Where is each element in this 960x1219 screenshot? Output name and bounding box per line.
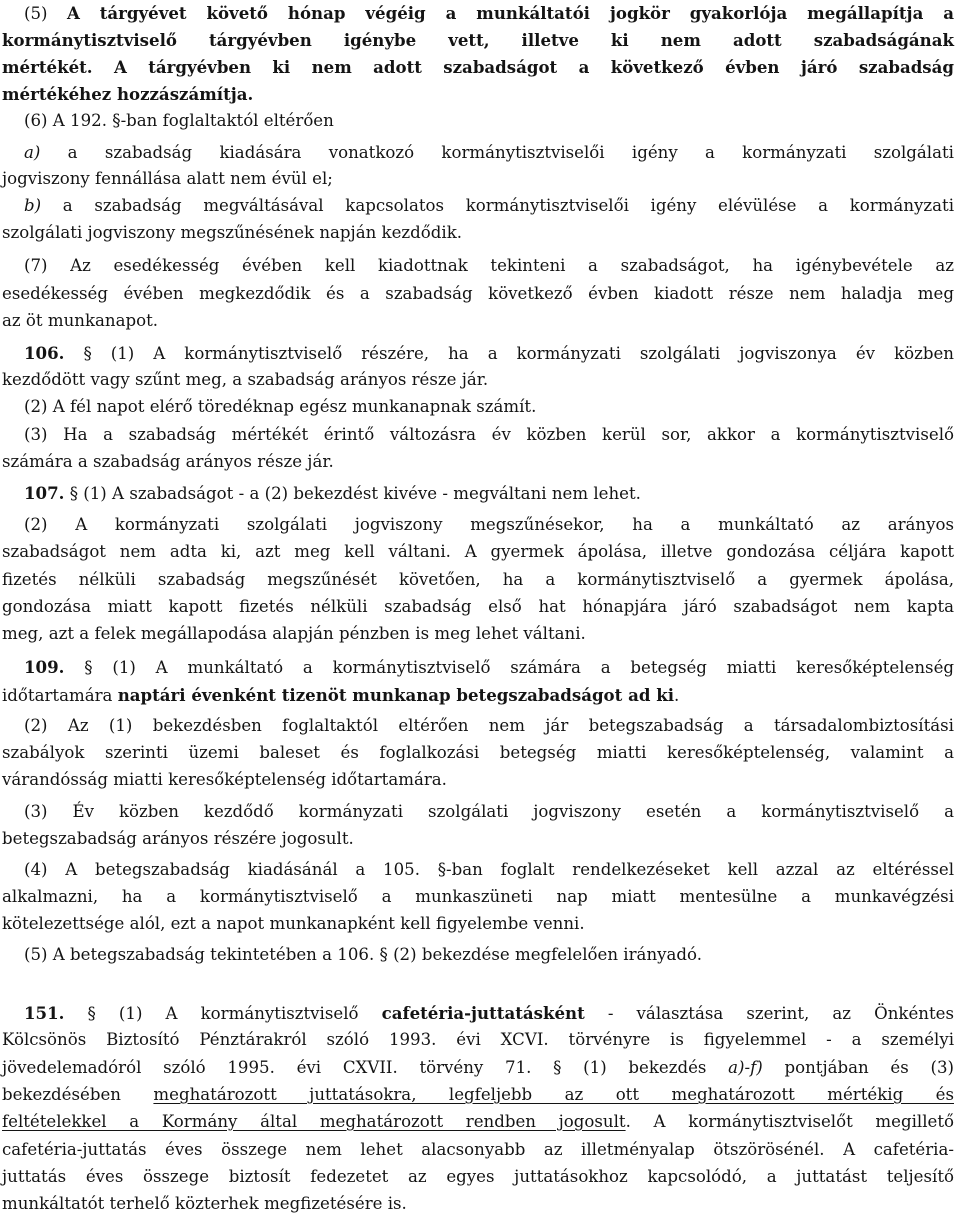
text-line: alkalmazni, ha a kormánytisztviselő a munkaszüneti nap miatt mentesülne a munkavégzési: [2, 887, 954, 906]
text-line: (2) Az (1) bekezdésben foglaltaktól eltérően nem jár betegszabadság a társadalombiztosítási: [24, 716, 954, 735]
text-line: munkáltatót terhelő közterhek megfizetésére is.: [2, 1194, 407, 1213]
text-line: b) a szabadság megváltásával kapcsolatos kormánytisztviselői igény elévülése a kormányzati: [24, 196, 954, 215]
text-line: cafetéria-juttatás éves összege nem lehet alacsonyabb az illetményalap ötszörösénél. A cafetéria-: [2, 1140, 954, 1159]
section-number: 106.: [24, 343, 65, 363]
section-number: 107.: [24, 483, 65, 503]
text-line: időtartamára naptári évenként tizenöt munkanap betegszabadságot ad ki.: [2, 685, 680, 705]
section-number: 109.: [24, 657, 65, 677]
text-line: esedékesség évében megkezdődik és a szabadság következő évben kiadott része nem haladja meg: [2, 284, 954, 303]
text-line: kezdődött vagy szűnt meg, a szabadság arányos része jár.: [2, 370, 489, 389]
section-sign: §: [69, 484, 78, 503]
text-line: kötelezettsége alól, ezt a napot munkanapként kell figyelembe venni.: [2, 914, 585, 933]
text-line: jogviszony fennállása alatt nem évül el;: [2, 169, 333, 188]
text-line: feltételekkel a Kormány által meghatározott rendben jogosult. A kormánytisztviselőt megillető: [2, 1112, 954, 1131]
section-sign: §: [83, 344, 92, 363]
text-line: (3) Év közben kezdődő kormányzati szolgálati jogviszony esetén a kormánytisztviselő a: [24, 802, 954, 821]
section-sign: §: [87, 1004, 96, 1023]
text-line: (2) A fél napot elérő töredéknap egész munkanapnak számít.: [24, 397, 537, 416]
text-line: (6) A 192. §-ban foglaltaktól eltérően: [24, 111, 334, 130]
text-line: bekezdésében meghatározott juttatásokra, legfeljebb az ott meghatározott mértékig és: [2, 1085, 954, 1104]
section-sign: §: [553, 1058, 562, 1077]
text-line: gondozása miatt kapott fizetés nélküli szabadság első hat hónapjára járó szabadságot nem kapta: [2, 597, 954, 616]
text-line: számára a szabadság arányos része jár.: [2, 452, 334, 471]
text-line: betegszabadság arányos részére jogosult.: [2, 829, 354, 848]
text-line: szolgálati jogviszony megszűnésének napján kezdődik.: [2, 223, 463, 242]
section-sign: §: [379, 945, 388, 964]
text-line: a) a szabadság kiadására vonatkozó kormánytisztviselői igény a kormányzati szolgálati: [24, 143, 954, 162]
text-line: az öt munkanapot.: [2, 311, 159, 330]
text-line: szabályok szerinti üzemi baleset és foglalkozási betegség miatti keresőképtelenség, valamint a: [2, 743, 954, 762]
text-line: (5) A betegszabadság tekintetében a 106. § (2) bekezdése megfelelően irányadó.: [24, 945, 702, 964]
text-line: juttatás éves összege biztosít fedezetet az egyes juttatásokhoz kapcsolódó, a juttatást teljesítő: [2, 1167, 954, 1186]
text-line: (4) A betegszabadság kiadásánál a 105. §-ban foglalt rendelkezéseket kell azzal az eltéréssel: [24, 860, 954, 879]
text-line: meg, azt a felek megállapodása alapján pénzben is meg lehet váltani.: [2, 624, 586, 643]
text-line: 151. § (1) A kormánytisztviselő cafetéria-juttatásként - választása szerint, az Önkéntes: [24, 1003, 954, 1023]
text-line: jövedelemadóról szóló 1995. évi CXVII. törvény 71. § (1) bekezdés a)-f) pontjában és (3): [2, 1058, 954, 1077]
text-line: fizetés nélküli szabadság megszűnését követően, ha a kormánytisztviselő a gyermek ápolása,: [2, 570, 954, 589]
text-line: (5) A tárgyévet követő hónap végéig a munkáltatói jogkör gyakorlója megállapítja a: [24, 3, 954, 23]
text-line: (2) A kormányzati szolgálati jogviszony megszűnésekor, ha a munkáltató az arányos: [24, 515, 954, 534]
section-number: 151.: [24, 1003, 65, 1023]
section-sign: §: [437, 860, 447, 879]
section-sign: §: [84, 658, 93, 677]
text-line: 107. § (1) A szabadságot - a (2) bekezdést kivéve - megváltani nem lehet.: [24, 483, 641, 503]
section-sign: §: [112, 111, 121, 130]
text-line: (3) Ha a szabadság mértékét érintő változásra év közben kerül sor, akkor a kormánytisztviselő: [24, 425, 954, 444]
text-line: 109. § (1) A munkáltató a kormánytisztviselő számára a betegség miatti keresőképtelenség: [24, 657, 955, 677]
text-line: (7) Az esedékesség évében kell kiadottnak tekinteni a szabadságot, ha igénybevétele az: [24, 256, 954, 275]
text-line: mértékét. A tárgyévben ki nem adott szabadságot a következő évben járó szabadság: [2, 57, 954, 77]
text-line: 106. § (1) A kormánytisztviselő részére, ha a kormányzati szolgálati jogviszonya év közben: [24, 343, 954, 363]
text-line: szabadságot nem adta ki, azt meg kell váltani. A gyermek ápolása, illetve gondozása céljára kapott: [2, 542, 954, 561]
text-line: várandósság miatti keresőképtelenség időtartamára.: [2, 770, 447, 789]
text-line: mértékéhez hozzászámítja.: [2, 84, 254, 104]
text-line: Kölcsönös Biztosító Pénztárakról szóló 1993. évi XCVI. törvényre is figyelemmel - a személyi: [2, 1030, 954, 1049]
text-line: kormánytisztviselő tárgyévben igénybe vett, illetve ki nem adott szabadságának: [2, 30, 954, 50]
